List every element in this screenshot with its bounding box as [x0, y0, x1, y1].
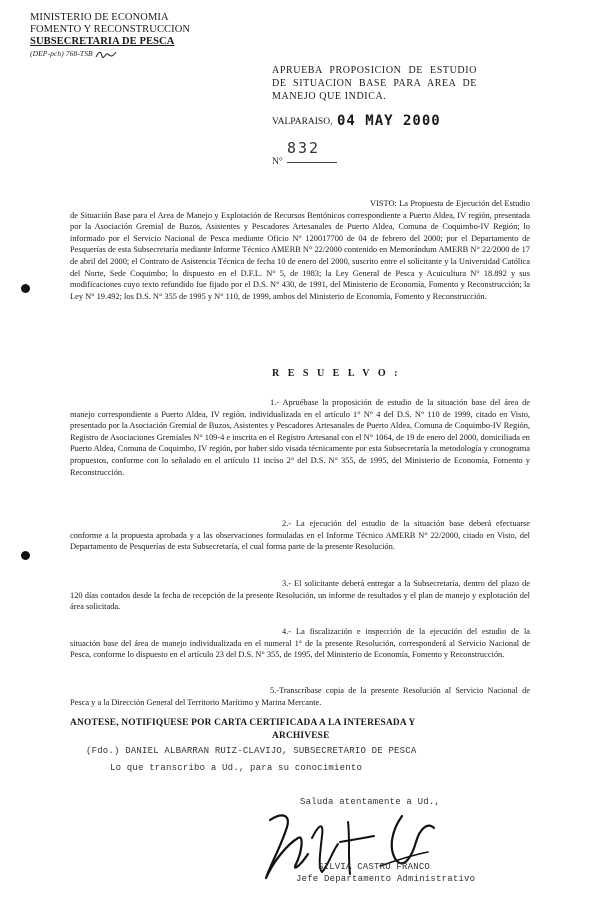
- date-stamp: 04 MAY 2000: [337, 113, 441, 129]
- resolution-item-5: 5.-Transcríbase copia de la presente Resolución al Servicio Nacional de Pesca y a la Dirección General del Territorio Marítimo y Marina Mercante.: [70, 686, 530, 707]
- signatory-name: SILVIA CASTRO FRANCO: [318, 862, 431, 872]
- subject-reference: APRUEBA PROPOSICION DE ESTUDIO DE SITUACION BASE PARA AREA DE MANEJO QUE INDICA.: [272, 65, 477, 102]
- subsecretaria-name: SUBSECRETARIA DE PESCA: [30, 36, 175, 47]
- resolution-number: 832: [287, 139, 321, 157]
- resolution-item-2: 2.- La ejecución del estudio de la situación base deberá efectuarse conforme a la propuesta aprobada y a las observaciones formuladas en el Informe Técnico AMERB N° 22/2000, citado en Visto, del Departamento de Pesquerías de esta Subsecretaría, el cual forma parte de la presente Resolución.: [70, 519, 530, 552]
- resolution-number-label: N°: [272, 157, 283, 167]
- reference-code: (DEP-pch) 768-TSB: [30, 48, 190, 60]
- closing-order: ANOTESE, NOTIFIQUESE POR CARTA CERTIFICADA A LA INTERESADA Y: [70, 718, 416, 728]
- transcription-note: Lo que transcribo a Ud., para su conocimiento: [110, 763, 363, 773]
- number-underline: [287, 162, 337, 163]
- visto-paragraph: VISTO: La Propuesta de Ejecución del Estudio de Situación Base para el Area de Manejo y Explotación de Recursos Bentónicos correspondiente a Puerto Aldea, IV región, presentada por la Asociación Gremial de Buzos, Asistentes y Pescadores Artesanales de Puerto Aldea, Comuna de Coquimbo-IV Región; lo informado por el Servicio Nacional de Pesca mediante Oficio N° 120017700 de 04 de febrero del 2000; por el Departamento de Pesquerías de esta Subsecretaría mediante Informe Técnico AMERB N° 22/2000 contenido en Memorándum AMERB N° 22/2000 de 17 de abril del 2000; el Contrato de Asistencia Técnica de fecha 10 de enero del 2000, suscrito entre el solicitante y la Universidad Católica del Norte, Sede Coquimbo; lo dispuesto en el D.F.L. N° 5, de 1983; la Ley General de Pesca y Acuicultura N° 18.892 y sus modificaciones cuyo texto refundido fue fijado por el D.S. N° 430, de 1991, del Ministerio de Economía, Fomento y Reconstrucción; la Ley N° 19.492; los D.S. N° 355 de 1995 y N° 110, de 1999, ambos del Ministerio de Economía, Fomento y Reconstrucción.: [70, 199, 530, 301]
- ministry-department: FOMENTO Y RECONSTRUCCION: [30, 24, 191, 35]
- ministry-name: MINISTERIO DE ECONOMIA: [30, 12, 169, 23]
- place-label: VALPARAISO,: [272, 117, 333, 127]
- signatory-title: Jefe Departamento Administrativo: [296, 874, 476, 884]
- closing-archivese: ARCHIVESE: [272, 731, 330, 741]
- punch-hole-top: [21, 284, 30, 293]
- resolution-item-4: 4.- La fiscalización e inspección de la ejecución del estudio de la situación base del área de manejo individualizada en el numeral 1° de la presente Resolución, corresponderá al Servicio Nacional de Pesca, conforme lo dispuesto en el artículo 23 del D.S. N° 355, de 1995, del Ministerio de Economía, Fomento y Reconstrucción.: [70, 627, 530, 660]
- punch-hole-bottom: [21, 551, 30, 560]
- resolution-item-3: 3.- El solicitante deberá entregar a la Subsecretaría, dentro del plazo de 120 días contados desde la fecha de recepción de la presente Resolución, un informe de resultados y el plan de manejo y explotación del área solicitada.: [70, 579, 530, 612]
- signed-by-line: (Fdo.) DANIEL ALBARRAN RUIZ-CLAVIJO, SUBSECRETARIO DE PESCA: [86, 746, 417, 756]
- letterhead: [30, 12, 190, 60]
- resolution-item-1: 1.- Apruébase la proposición de estudio de la situación base del área de manejo correspondiente a Puerto Aldea, IV región, individualizada en el artículo 1° N° 4 del D.S. N° 110 de 1999, citado en Visto, presentado por la Asociación Gremial de Buzos, Asistentes y Pescadores Artesanales de Puerto Aldea, Comuna de Coquimbo-IV Región, Registro de Asociaciones Gremiales N° 109-4 e inscrita en el Registro Artesanal con el N° 1064, de 19 de enero del 2000, domiciliada en Puerto Aldea, Comuna de Coquimbo, IV región, por haber sido visada técnicamente por esta Subsecretaría la metodología y cronograma propuestos, conforme con lo señalado en el artículo 11 inciso 2° del D.S. N° 355, de 1995, del Ministerio de Economía, Fomento y Reconstrucción.: [70, 398, 530, 477]
- initials-scribble: [95, 50, 117, 59]
- salutation: Saluda atentamente a Ud.,: [300, 797, 441, 807]
- resuelvo-heading: R E S U E L V O :: [272, 368, 401, 379]
